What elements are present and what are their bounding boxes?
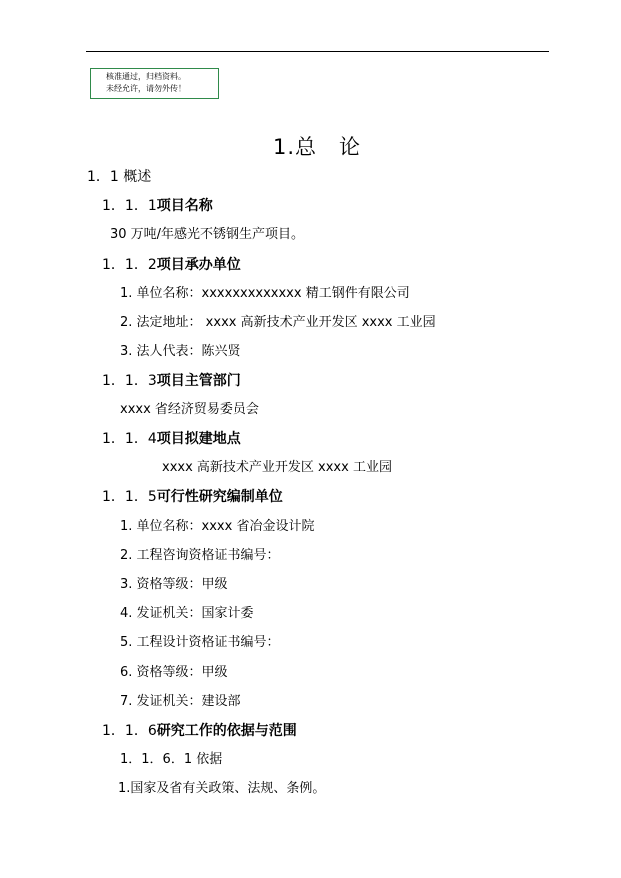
list-item	[120, 635, 280, 651]
site-location: xxxx 高新技术产业开发区 xxxx 工业园	[162, 460, 392, 475]
chapter-title-1: 总	[295, 135, 318, 159]
list-text: 单位名称：xxxx 省冶金设计院	[136, 519, 315, 534]
list-text: 法定地址： xxxx 高新技术产业开发区 xxxx 工业园	[136, 315, 436, 330]
list-number: 2.	[120, 548, 133, 563]
header-rule	[86, 51, 549, 52]
subsection-number: 1．1．5	[102, 489, 157, 505]
list-item	[120, 286, 410, 302]
subsection-number: 1．1．1	[102, 198, 157, 214]
subsection-title: 可行性研究编制单位	[156, 489, 283, 505]
list-text: 资格等级：甲级	[136, 577, 228, 592]
subsection-title: 项目承办单位	[156, 257, 241, 273]
list-text: 法人代表：陈兴贤	[136, 344, 241, 359]
list-item	[120, 577, 228, 593]
list-text: 工程设计资格证书编号：	[136, 635, 280, 650]
subsection-heading	[102, 256, 241, 274]
chapter-number: 1.	[273, 135, 296, 159]
subsection-heading	[102, 430, 241, 448]
basis-item: 1.国家及省有关政策、法规、条例。	[118, 781, 326, 796]
subsection-number: 1．1．3	[102, 373, 157, 389]
project-name: 30 万吨/年感光不锈钢生产项目。	[110, 227, 305, 242]
subsection-heading	[102, 197, 213, 215]
list-text: 工程咨询资格证书编号：	[136, 548, 280, 563]
subsection-heading	[102, 488, 283, 506]
list-number: 6.	[120, 665, 133, 680]
list-item	[120, 665, 228, 681]
list-item	[120, 519, 314, 535]
subsection-number: 1．1．6	[102, 723, 157, 739]
subsection-heading	[102, 722, 297, 740]
list-number: 4.	[120, 606, 133, 621]
list-number: 7.	[120, 694, 133, 709]
list-number: 1.	[120, 286, 133, 301]
section-heading: 1．1 概述	[87, 169, 152, 185]
stamp-line-1: 核准通过，归档资料。	[106, 72, 186, 81]
basis-heading: 1．1．6．1 依据	[120, 752, 223, 767]
subsection-number: 1．1．4	[102, 431, 157, 447]
list-number: 3.	[120, 344, 133, 359]
list-number: 5.	[120, 635, 133, 650]
subsection-heading	[102, 372, 241, 390]
list-item	[120, 315, 436, 331]
subsection-title: 项目名称	[156, 198, 213, 214]
list-text: 发证机关：国家计委	[136, 606, 254, 621]
chapter-title-2: 论	[339, 135, 362, 159]
list-text: 单位名称：xxxxxxxxxxxxx 精工钢件有限公司	[136, 286, 410, 301]
authority: xxxx 省经济贸易委员会	[120, 402, 259, 417]
chapter-heading	[273, 135, 361, 159]
list-number: 1.	[120, 519, 133, 534]
subsection-number: 1．1．2	[102, 257, 157, 273]
subsection-title: 项目主管部门	[156, 373, 241, 389]
list-number: 2.	[120, 315, 133, 330]
list-item	[120, 548, 280, 564]
stamp-line-2: 未经允许，请勿外传！	[106, 84, 186, 93]
list-item	[120, 606, 254, 622]
list-item	[120, 694, 241, 710]
list-number: 3.	[120, 577, 133, 592]
subsection-title: 项目拟建地点	[156, 431, 241, 447]
list-item	[120, 344, 241, 360]
subsection-title: 研究工作的依据与范围	[156, 723, 297, 739]
confidential-stamp	[90, 68, 219, 99]
list-text: 发证机关：建设部	[136, 694, 241, 709]
list-text: 资格等级：甲级	[136, 665, 228, 680]
